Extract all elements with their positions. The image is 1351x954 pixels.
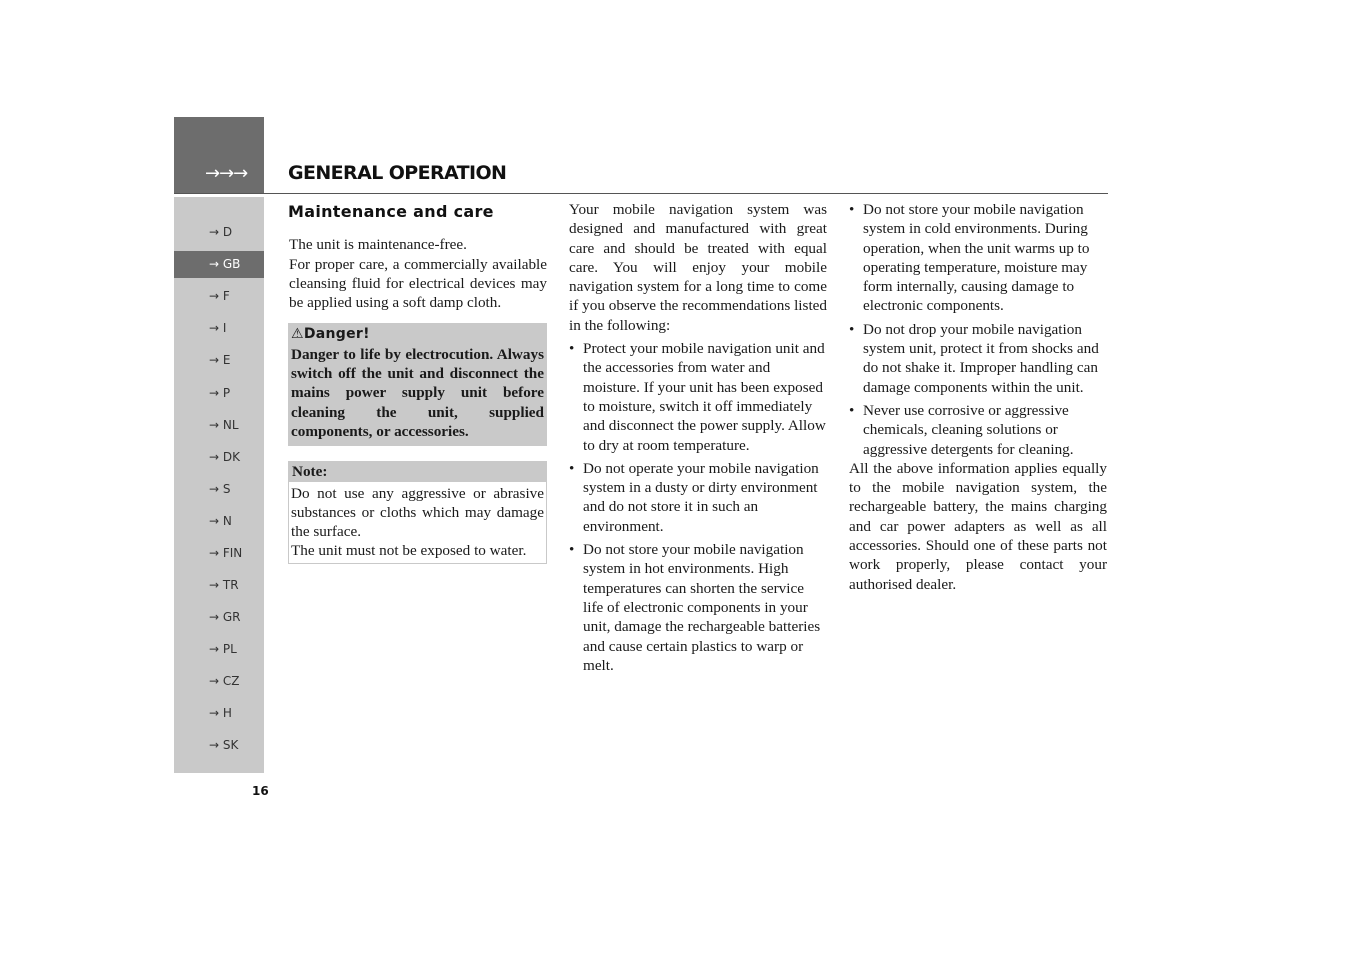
note-heading: Note: — [289, 462, 546, 481]
sidebar-item-d[interactable]: → D — [209, 225, 233, 239]
sidebar-item-f[interactable]: → F — [209, 289, 230, 303]
danger-title: Danger! — [303, 326, 370, 343]
bullet-icon: • — [849, 401, 855, 419]
section-title: GENERAL OPERATION — [288, 162, 507, 184]
sidebar-item-tr[interactable]: → TR — [209, 578, 239, 592]
list-item: • Do not store your mobile navigation system in cold environments. During operation, when the unit warms up to operating temperature, moisture may form internally, causing damage to electronic components. — [849, 201, 1090, 315]
header-arrows-icon: →→→ — [205, 163, 248, 184]
sidebar-item-h[interactable]: → H — [209, 706, 232, 720]
sidebar-item-sk[interactable]: → SK — [209, 738, 239, 752]
paragraph: All the above information applies equally to the mobile navigation system, the rechargeable battery, the mains charging and car power adapters as well as all accessories. Should one of these parts not work properly, please contact your authorised dealer. — [849, 459, 1107, 593]
bullet-icon: • — [569, 541, 575, 559]
sidebar-item-i[interactable]: → I — [209, 321, 227, 335]
warning-icon: ⚠ — [291, 326, 304, 343]
subsection-heading: Maintenance and care — [288, 202, 494, 221]
header-divider — [174, 193, 1108, 194]
column-recommendations-cont — [849, 200, 1107, 594]
language-sidebar — [174, 197, 264, 773]
note-box — [288, 461, 547, 563]
sidebar-item-gr[interactable]: → GR — [209, 610, 241, 624]
danger-box — [288, 323, 547, 446]
sidebar-item-cz[interactable]: → CZ — [209, 674, 240, 688]
sidebar-item-nl[interactable]: → NL — [209, 418, 239, 432]
note-body — [289, 482, 546, 563]
sidebar-item-e[interactable]: → E — [209, 353, 231, 367]
sidebar-item-fin[interactable]: → FIN — [209, 546, 243, 560]
recommendation-list — [849, 200, 1107, 459]
bullet-icon: • — [849, 320, 855, 338]
list-item: • Do not store your mobile navigation system in hot environments. High temperatures can shorten the service life of electronic components in your unit, damage the rechargeable batteries and cause certain plastics to warp or melt. — [569, 541, 821, 674]
bullet-icon: • — [569, 459, 575, 477]
list-item: • Do not operate your mobile navigation system in a dusty or dirty environment and do not store it in such an environment. — [569, 459, 819, 535]
note-text: Do not use any aggressive or abrasive substances or cloths which may damage the surface. — [291, 484, 544, 541]
sidebar-item-n[interactable]: → N — [209, 514, 232, 528]
sidebar-item-gb[interactable]: → GB — [174, 251, 264, 278]
column-recommendations — [569, 200, 827, 675]
paragraph: For proper care, a commercially available cleansing fluid for electrical devices may be applied using a soft damp cloth. — [289, 255, 547, 312]
sidebar-item-p[interactable]: → P — [209, 386, 231, 400]
list-item: • Protect your mobile navigation unit and the accessories from water and moisture. If your unit has been exposed to moisture, switch it off immediately and disconnect the power supply. Allow to dry at room temperature. — [569, 340, 826, 454]
list-item: • Never use corrosive or aggressive chemicals, cleaning solutions or aggressive detergents for cleaning. — [849, 401, 1074, 458]
page-number: 16 — [252, 784, 269, 798]
note-text: The unit must not be exposed to water. — [291, 542, 527, 560]
sidebar-item-dk[interactable]: → DK — [209, 450, 240, 464]
sidebar-item-pl[interactable]: → PL — [209, 642, 237, 656]
list-item: • Do not drop your mobile navigation system unit, protect it from shocks and do not shake it. Improper handling can damage components within the unit. — [849, 320, 1099, 396]
sidebar-item-s[interactable]: → S — [209, 482, 231, 496]
bullet-icon: • — [569, 340, 575, 358]
bullet-icon: • — [849, 201, 855, 218]
paragraph: The unit is maintenance-free. — [289, 236, 467, 254]
danger-heading — [291, 325, 544, 344]
danger-text: Danger to life by electrocution. Always switch off the unit and disconnect the mains power supply unit before cleaning the unit, supplied components, or accessories. — [291, 345, 544, 440]
paragraph: Your mobile navigation system was designed and manufactured with great care and should be treated with equal care. You will enjoy your mobile navigation system for a long time to come if you observe the recommendations listed in the following: — [569, 201, 827, 334]
recommendation-list — [569, 339, 827, 675]
column-maintenance — [289, 200, 547, 564]
